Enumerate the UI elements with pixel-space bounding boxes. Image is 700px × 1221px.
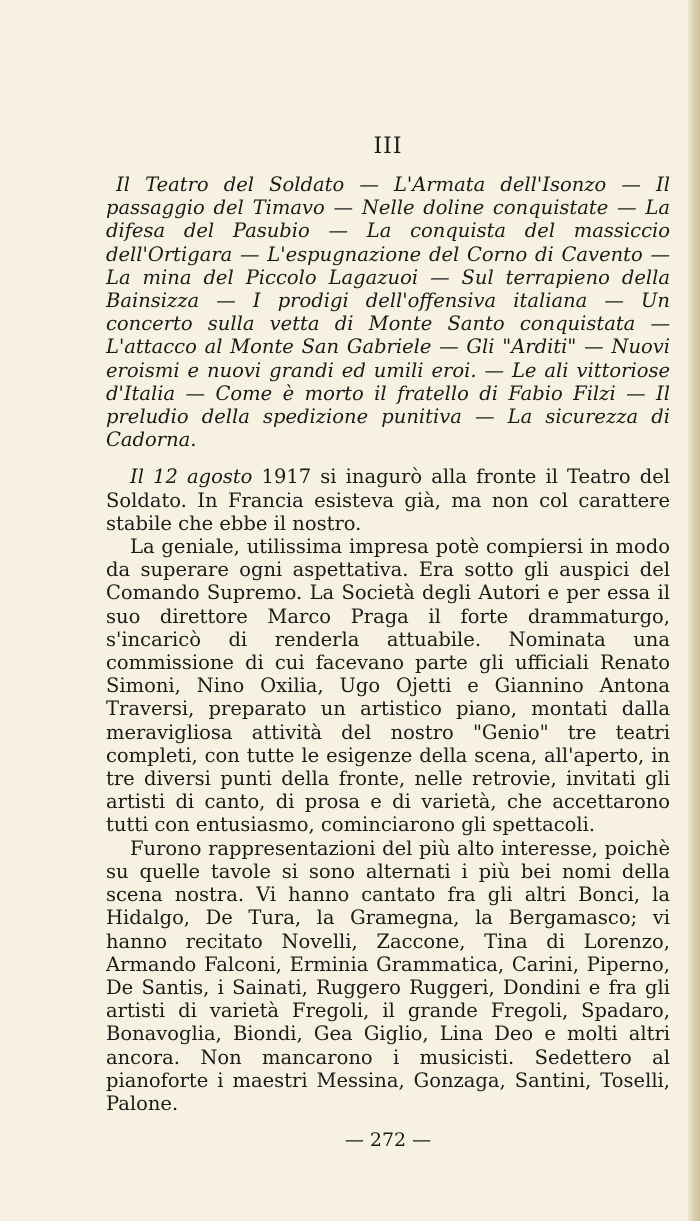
paragraph-text: Furono rappresentazioni del più alto interesse, poichè su quelle tavole si sono alternati i più bei nomi della scena nostra. Vi hanno cantato fra gli altri Bonci, la Hidalgo, De Tura, la Gramegna, la Bergamasco; vi hanno recitato Novelli, Zaccone, Tina di Lorenzo, Armando Falconi, Erminia Grammatica, Carini, Piperno, De Santis, i Sainati, Ruggero Ruggeri, Dondini e fra gli artisti di varietà Fregoli, il grande Fregoli, Spadaro, Bonavoglia, Biondi, Gea Giglio, Lina Deo e molti altri ancora. Non mancarono i musicisti. Sedettero al pianoforte i maestri Messina, Gonzaga, Santini, Toselli, Palone.: [106, 836, 670, 1115]
book-page: [106, 134, 670, 1151]
chapter-number: III: [373, 134, 403, 159]
body-paragraph: [106, 465, 670, 535]
paragraph-text: 1917 si inagurò alla fronte il Teatro del Soldato. In Francia esisteva già, ma non col carattere stabile che ebbe il nostro.: [106, 465, 670, 535]
page-edge-shadow: [688, 0, 700, 1221]
paragraph-text: La geniale, utilissima impresa potè compiersi in modo da superare ogni aspettativa. Era sotto gli auspici del Comando Supremo. La Società degli Autori e per essa il suo direttore Marco Praga il forte drammaturgo, s'incaricò di renderla attuabile. Nominata una commissione di cui facevano parte gli ufficiali Renato Simoni, Nino Oxilia, Ugo Ojetti e Giannino Antona Traversi, preparato un artistico piano, montati dalla meravigliosa attività del nostro "Genio" tre teatri completi, con tutte le esigenze della scena, all'aperto, in tre diversi punti della fronte, nelle retrovie, invitati gli artisti di canto, di prosa e di varietà, che accettarono tutti con entusiasmo, cominciarono gli spettacoli.: [106, 535, 670, 837]
paragraph-lead-italic: Il 12 agosto: [130, 465, 253, 489]
body-paragraph: [106, 837, 670, 1115]
chapter-summary: Il Teatro del Soldato — L'Armata dell'Isonzo — Il passaggio del Timavo — Nelle doline conquistate — La difesa del Pasubio — La conquista del massiccio dell'Ortigara — L'espugnazione del Corno di Cavento — La mina del Piccolo Lagazuoi — Sul terrapieno della Bainsizza — I prodigi dell'offensiva italiana — Un concerto sulla vetta di Monte Santo conquistata — L'attacco al Monte San Gabriele — Gli "Arditi" — Nuovi eroismi e nuovi grandi ed umili eroi. — Le ali vittoriose d'Italia — Come è morto il fratello di Fabio Filzi — Il preludio della spedizione punitiva — La sicurezza di Cadorna.: [106, 173, 670, 452]
page-number: — 272 —: [344, 1129, 432, 1152]
body-paragraph: [106, 535, 670, 837]
